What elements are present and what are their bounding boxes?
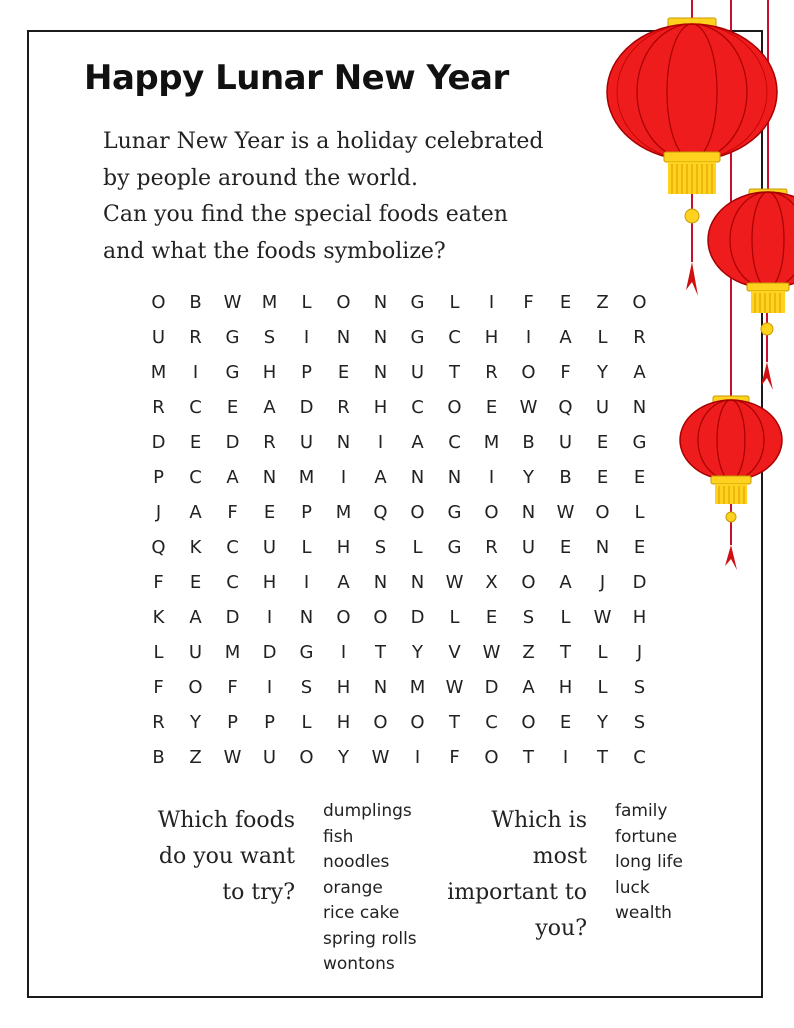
- grid-letter: N: [373, 292, 388, 313]
- grid-letter: H: [262, 362, 277, 383]
- grid-letter: D: [410, 607, 425, 628]
- grid-letter: U: [410, 362, 425, 383]
- grid-letter: F: [227, 502, 238, 523]
- grid-letter: S: [300, 677, 313, 698]
- grid-letter: E: [226, 397, 239, 418]
- grid-letter: C: [226, 572, 239, 593]
- foods-question: [120, 803, 295, 911]
- grid-letter: I: [303, 572, 310, 593]
- grid-letter: P: [264, 712, 275, 733]
- grid-letter: N: [410, 467, 425, 488]
- grid-letter: I: [525, 327, 532, 348]
- grid-letter: L: [597, 327, 608, 348]
- grid-letter: W: [445, 572, 464, 593]
- symbols-question: [420, 803, 587, 947]
- grid-letter: E: [189, 572, 202, 593]
- grid-letter: N: [262, 467, 277, 488]
- grid-letter: Z: [522, 642, 535, 663]
- grid-letter: R: [189, 327, 202, 348]
- grid-letter: I: [340, 467, 347, 488]
- grid-letter: X: [485, 572, 498, 593]
- grid-letter: N: [373, 572, 388, 593]
- grid-letter: H: [484, 327, 499, 348]
- grid-letter: L: [560, 607, 571, 628]
- grid-letter: B: [189, 292, 202, 313]
- grid-letter: E: [559, 712, 572, 733]
- grid-letter: W: [223, 292, 242, 313]
- grid-letter: C: [633, 747, 646, 768]
- grid-letter: R: [337, 397, 350, 418]
- grid-letter: O: [336, 292, 351, 313]
- grid-letter: I: [266, 607, 273, 628]
- word-search-grid: [140, 285, 658, 775]
- grid-letter: J: [599, 572, 606, 593]
- grid-letter: D: [632, 572, 647, 593]
- grid-letter: I: [266, 677, 273, 698]
- grid-letter: A: [411, 432, 424, 453]
- grid-letter: O: [447, 397, 462, 418]
- grid-letter: O: [632, 292, 647, 313]
- grid-letter: S: [374, 537, 387, 558]
- grid-letter: U: [262, 747, 277, 768]
- grid-letter: E: [633, 537, 646, 558]
- grid-letter: N: [632, 397, 647, 418]
- foods-question-line: Which foods: [157, 808, 295, 833]
- grid-letter: G: [410, 292, 425, 313]
- grid-letter: I: [377, 432, 384, 453]
- symbol-word: luck: [615, 877, 650, 898]
- grid-letter: M: [298, 467, 315, 488]
- grid-letter: M: [261, 292, 278, 313]
- grid-letter: N: [373, 327, 388, 348]
- grid-letter: N: [447, 467, 462, 488]
- grid-letter: A: [189, 607, 202, 628]
- grid-letter: B: [152, 747, 165, 768]
- grid-letter: Q: [558, 397, 573, 418]
- symbol-word: family: [615, 801, 668, 821]
- grid-letter: T: [449, 712, 460, 733]
- grid-letter: F: [449, 747, 460, 768]
- grid-letter: Q: [373, 502, 388, 523]
- grid-letter: I: [562, 747, 569, 768]
- grid-letter: F: [153, 572, 164, 593]
- intro-line: Can you find the special foods eaten: [103, 202, 508, 227]
- grid-letter: E: [596, 467, 609, 488]
- grid-letter: N: [410, 572, 425, 593]
- grid-letter: L: [449, 607, 460, 628]
- grid-letter: D: [151, 432, 166, 453]
- grid-letter: E: [485, 607, 498, 628]
- grid-letter: H: [632, 607, 647, 628]
- grid-letter: E: [189, 432, 202, 453]
- intro-line: Lunar New Year is a holiday celebrated: [103, 129, 544, 154]
- grid-letter: F: [560, 362, 571, 383]
- grid-letter: O: [188, 677, 203, 698]
- grid-letter: L: [597, 642, 608, 663]
- grid-letter: U: [188, 642, 203, 663]
- symbols-question-line: Which is: [491, 808, 587, 833]
- grid-letter: L: [597, 677, 608, 698]
- grid-letter: S: [633, 712, 646, 733]
- grid-letter: U: [558, 432, 573, 453]
- grid-letter: O: [373, 712, 388, 733]
- grid-letter: I: [414, 747, 421, 768]
- page-title: Happy Lunar New Year: [84, 58, 509, 98]
- grid-letter: E: [337, 362, 350, 383]
- foods-question-line: do you want: [158, 844, 295, 869]
- foods-question-line: to try?: [222, 880, 295, 905]
- grid-letter: H: [558, 677, 573, 698]
- grid-letter: N: [299, 607, 314, 628]
- symbol-word: long life: [615, 852, 683, 872]
- grid-letter: O: [521, 362, 536, 383]
- grid-letter: K: [189, 537, 202, 558]
- grid-letter: B: [522, 432, 535, 453]
- grid-letter: A: [337, 572, 350, 593]
- grid-letter: O: [595, 502, 610, 523]
- grid-letter: D: [299, 397, 314, 418]
- grid-letter: A: [559, 572, 572, 593]
- grid-letter: S: [633, 677, 646, 698]
- grid-letter: N: [373, 677, 388, 698]
- grid-letter: H: [336, 677, 351, 698]
- grid-letter: I: [192, 362, 199, 383]
- grid-letter: C: [189, 467, 202, 488]
- grid-letter: C: [448, 432, 461, 453]
- grid-letter: Y: [523, 467, 534, 488]
- grid-letter: U: [521, 537, 536, 558]
- grid-letter: H: [336, 537, 351, 558]
- food-word: dumplings: [323, 801, 412, 821]
- symbol-word-list: [615, 799, 683, 927]
- grid-letter: C: [226, 537, 239, 558]
- food-word: wontons: [323, 954, 395, 974]
- grid-letter: O: [484, 502, 499, 523]
- grid-letter: S: [522, 607, 535, 628]
- grid-letter: W: [482, 642, 501, 663]
- grid-letter: N: [336, 432, 351, 453]
- grid-letter: L: [449, 292, 460, 313]
- grid-letter: A: [374, 467, 387, 488]
- grid-letter: R: [152, 397, 165, 418]
- grid-letter: W: [519, 397, 538, 418]
- grid-letter: R: [485, 537, 498, 558]
- grid-letter: I: [303, 327, 310, 348]
- grid-letter: A: [559, 327, 572, 348]
- grid-letter: F: [153, 677, 164, 698]
- grid-letter: E: [485, 397, 498, 418]
- grid-letter: L: [412, 537, 423, 558]
- grid-letter: T: [597, 747, 608, 768]
- grid-letter: R: [152, 712, 165, 733]
- grid-letter: S: [263, 327, 276, 348]
- grid-letter: Y: [597, 712, 608, 733]
- grid-letter: C: [189, 397, 202, 418]
- grid-letter: K: [152, 607, 165, 628]
- symbols-question-line: you?: [535, 916, 587, 941]
- grid-letter: G: [225, 362, 240, 383]
- grid-letter: M: [409, 677, 426, 698]
- grid-letter: U: [595, 397, 610, 418]
- grid-letter: D: [225, 607, 240, 628]
- grid-letter: L: [301, 712, 312, 733]
- grid-letter: N: [373, 362, 388, 383]
- grid-letter: R: [485, 362, 498, 383]
- grid-letter: D: [225, 432, 240, 453]
- grid-letter: O: [336, 607, 351, 628]
- grid-letter: M: [335, 502, 352, 523]
- grid-letter: Y: [190, 712, 201, 733]
- grid-letter: G: [447, 502, 462, 523]
- food-word-list: [323, 799, 417, 978]
- grid-letter: E: [596, 432, 609, 453]
- grid-letter: P: [153, 467, 164, 488]
- grid-letter: W: [223, 747, 242, 768]
- grid-letter: L: [301, 537, 312, 558]
- grid-letter: G: [410, 327, 425, 348]
- grid-letter: F: [227, 677, 238, 698]
- grid-letter: G: [632, 432, 647, 453]
- grid-letter: O: [410, 502, 425, 523]
- grid-letter: A: [263, 397, 276, 418]
- grid-letter: W: [593, 607, 612, 628]
- grid-letter: N: [521, 502, 536, 523]
- grid-letter: C: [485, 712, 498, 733]
- grid-letter: Z: [189, 747, 202, 768]
- grid-letter: R: [263, 432, 276, 453]
- grid-letter: O: [521, 572, 536, 593]
- grid-letter: J: [155, 502, 162, 523]
- grid-letter: O: [299, 747, 314, 768]
- grid-letter: T: [449, 362, 460, 383]
- grid-letter: E: [263, 502, 276, 523]
- food-word: rice cake: [323, 903, 400, 923]
- grid-letter: M: [150, 362, 167, 383]
- grid-letter: F: [523, 292, 534, 313]
- grid-letter: G: [299, 642, 314, 663]
- grid-letter: L: [153, 642, 164, 663]
- grid-letter: W: [556, 502, 575, 523]
- grid-letter: J: [636, 642, 643, 663]
- grid-letter: N: [336, 327, 351, 348]
- grid-letter: L: [634, 502, 645, 523]
- grid-letter: T: [375, 642, 386, 663]
- food-word: orange: [323, 877, 383, 898]
- grid-letter: E: [559, 292, 572, 313]
- grid-letter: G: [447, 537, 462, 558]
- grid-letter: V: [448, 642, 461, 663]
- grid-letter: I: [488, 292, 495, 313]
- grid-letter: A: [633, 362, 646, 383]
- grid-letter: W: [445, 677, 464, 698]
- grid-letter: A: [226, 467, 239, 488]
- grid-letter: Y: [597, 362, 608, 383]
- grid-letter: O: [373, 607, 388, 628]
- grid-letter: G: [225, 327, 240, 348]
- grid-letter: H: [373, 397, 388, 418]
- grid-letter: R: [633, 327, 646, 348]
- grid-letter: T: [523, 747, 534, 768]
- grid-letter: P: [301, 362, 312, 383]
- grid-letter: P: [301, 502, 312, 523]
- grid-letter: O: [151, 292, 166, 313]
- symbols-question-line: important to: [447, 880, 587, 905]
- grid-letter: D: [262, 642, 277, 663]
- grid-letter: U: [262, 537, 277, 558]
- food-word: noodles: [323, 852, 390, 872]
- grid-letter: D: [484, 677, 499, 698]
- grid-letter: E: [633, 467, 646, 488]
- grid-letter: P: [227, 712, 238, 733]
- food-word: fish: [323, 826, 354, 847]
- grid-letter: U: [151, 327, 166, 348]
- grid-letter: H: [336, 712, 351, 733]
- grid-letter: L: [301, 292, 312, 313]
- grid-letter: I: [488, 467, 495, 488]
- grid-letter: O: [410, 712, 425, 733]
- grid-letter: Y: [338, 747, 349, 768]
- intro-paragraph: [103, 124, 544, 270]
- grid-letter: W: [371, 747, 390, 768]
- intro-line: and what the foods symbolize?: [103, 238, 446, 264]
- symbols-question-line: most: [532, 844, 587, 869]
- grid-letter: O: [484, 747, 499, 768]
- grid-letter: C: [448, 327, 461, 348]
- grid-letter: Q: [151, 537, 166, 558]
- grid-letter: I: [340, 642, 347, 663]
- grid-letter: E: [559, 537, 572, 558]
- grid-letter: C: [411, 397, 424, 418]
- grid-letter: O: [521, 712, 536, 733]
- grid-letter: U: [299, 432, 314, 453]
- grid-letter: M: [224, 642, 241, 663]
- grid-letter: T: [560, 642, 571, 663]
- symbol-word: fortune: [615, 826, 678, 847]
- grid-letter: Y: [412, 642, 423, 663]
- grid-letter: Z: [596, 292, 609, 313]
- grid-letter: B: [559, 467, 572, 488]
- food-word: spring rolls: [323, 928, 417, 949]
- symbol-word: wealth: [615, 903, 672, 923]
- grid-letter: H: [262, 572, 277, 593]
- grid-letter: A: [522, 677, 535, 698]
- intro-line: by people around the world.: [103, 165, 419, 191]
- grid-letter: M: [483, 432, 500, 453]
- grid-letter: A: [189, 502, 202, 523]
- grid-letter: N: [595, 537, 610, 558]
